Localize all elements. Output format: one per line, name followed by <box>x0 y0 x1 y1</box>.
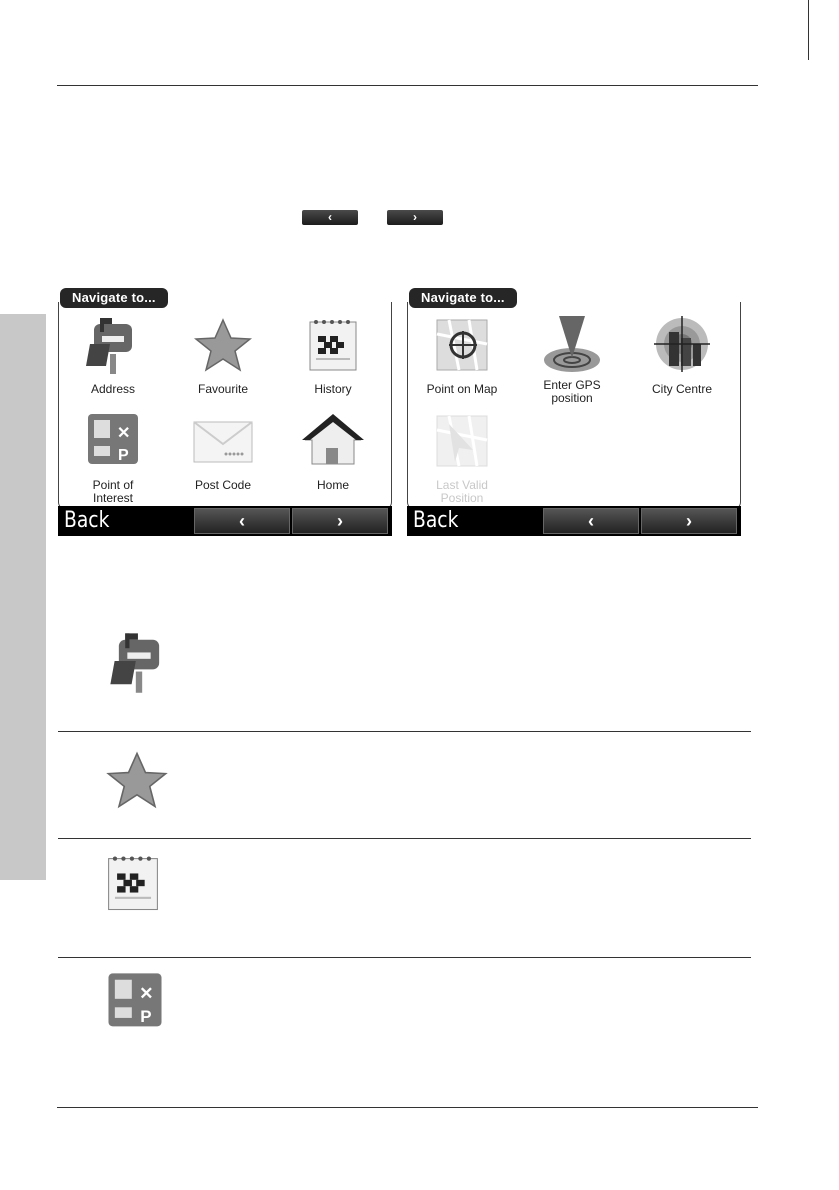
tile-label: Favourite <box>197 382 249 396</box>
svg-text:✕: ✕ <box>117 425 131 442</box>
svg-text:P: P <box>140 1007 152 1027</box>
row-divider <box>58 957 751 958</box>
bottom-nav-bar <box>407 506 741 536</box>
house-icon <box>300 410 366 472</box>
tile-point-on-map[interactable] <box>407 314 517 396</box>
tile-label: City Centre <box>651 382 713 396</box>
tile-point-of-interest[interactable] <box>58 410 168 505</box>
sidebar-section-tab <box>0 314 46 880</box>
tile-home[interactable] <box>278 410 388 492</box>
tile-label: Point of Interest <box>92 478 134 505</box>
navigate-to-header: Navigate to... <box>409 288 517 308</box>
row-divider <box>58 731 751 732</box>
poi-icon <box>80 410 146 472</box>
next-page-button[interactable]: › <box>292 508 388 534</box>
tile-city-centre[interactable] <box>627 314 737 396</box>
bottom-nav-bar <box>58 506 392 536</box>
inline-prev-arrow: ‹ <box>302 210 358 225</box>
prev-page-button[interactable]: ‹ <box>543 508 639 534</box>
map-crosshair-icon <box>429 314 495 376</box>
page-top-rule <box>57 85 758 86</box>
envelope-icon <box>190 410 256 472</box>
tile-label: Enter GPS position <box>543 378 601 405</box>
tile-label: Address <box>90 382 136 396</box>
mailbox-icon <box>80 314 146 376</box>
calendar-flag-icon <box>98 848 168 918</box>
tile-label: History <box>314 382 352 396</box>
back-button[interactable]: Back <box>64 508 110 533</box>
inline-next-arrow: › <box>387 210 443 225</box>
page-bottom-rule <box>57 1107 758 1108</box>
tile-enter-gps[interactable] <box>517 314 627 405</box>
page-corner-mark <box>808 0 809 60</box>
tile-label: Point on Map <box>426 382 498 396</box>
next-page-button[interactable]: › <box>641 508 737 534</box>
tile-label: Home <box>316 478 349 492</box>
tile-label: Post Code <box>194 478 252 492</box>
tile-favourite[interactable] <box>168 314 278 396</box>
prev-page-button[interactable]: ‹ <box>194 508 290 534</box>
star-icon <box>190 314 256 376</box>
tile-history[interactable] <box>278 314 388 396</box>
svg-text:✕: ✕ <box>139 983 154 1003</box>
navigate-to-header: Navigate to... <box>60 288 168 308</box>
map-faded-icon <box>429 410 495 472</box>
calendar-flag-icon <box>300 314 366 376</box>
tile-post-code[interactable] <box>168 410 278 492</box>
row-divider <box>58 838 751 839</box>
svg-text:P: P <box>118 447 129 464</box>
navigate-screen-page-2 <box>407 284 741 536</box>
gps-radar-icon <box>539 314 605 376</box>
star-icon <box>102 745 172 815</box>
mailbox-icon <box>104 627 174 697</box>
navigate-screen-page-1 <box>58 284 392 536</box>
back-button[interactable]: Back <box>413 508 459 533</box>
tile-label: Last Valid Position <box>436 478 488 505</box>
poi-icon <box>100 967 170 1037</box>
tile-address[interactable] <box>58 314 168 396</box>
tile-last-valid-position <box>407 410 517 505</box>
city-target-icon <box>649 314 715 376</box>
